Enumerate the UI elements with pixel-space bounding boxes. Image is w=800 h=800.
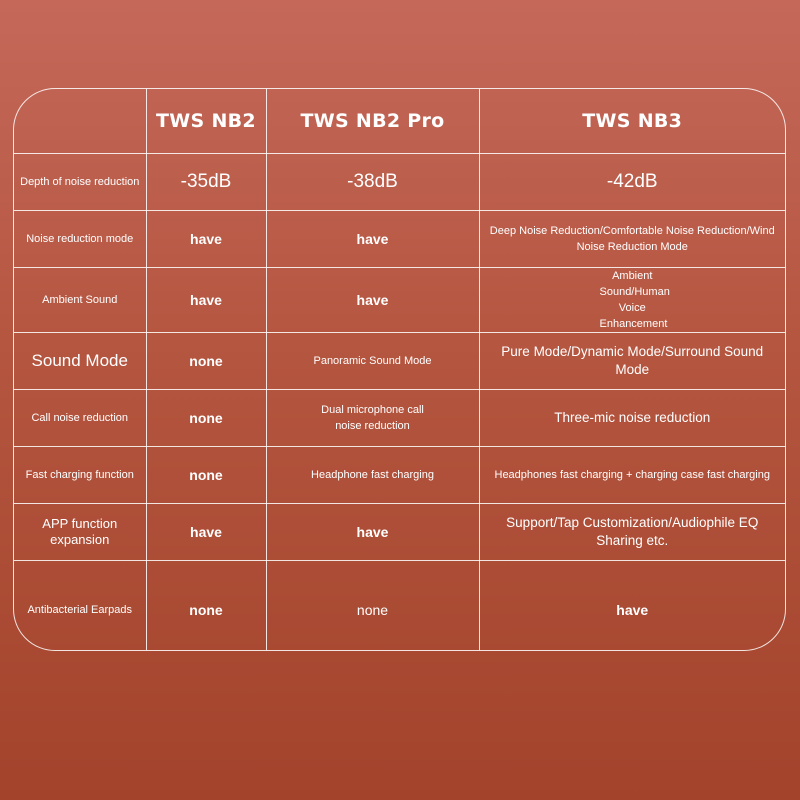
row-label: Fast charging function — [14, 446, 146, 503]
comparison-table — [13, 88, 786, 651]
header-tws-nb2: TWS NB2 — [146, 89, 266, 153]
cell-nb2: none — [146, 332, 266, 389]
table-row — [14, 332, 785, 389]
table-row — [14, 210, 785, 267]
cell-nb3: Headphones fast charging + charging case fast charging — [479, 446, 785, 503]
cell-nb3: Three-mic noise reduction — [479, 389, 785, 446]
cell-nb2: have — [146, 503, 266, 560]
row-label: Ambient Sound — [14, 267, 146, 332]
cell-nb2-pro: Panoramic Sound Mode — [266, 332, 479, 389]
row-label: Antibacterial Earpads — [14, 560, 146, 651]
cell-nb2: none — [146, 560, 266, 651]
table-row — [14, 267, 785, 332]
cell-nb2: none — [146, 446, 266, 503]
cell-nb2: -35dB — [146, 153, 266, 210]
row-label: Sound Mode — [14, 332, 146, 389]
table-row — [14, 153, 785, 210]
cell-nb2-pro: have — [266, 503, 479, 560]
header-row — [14, 89, 785, 153]
cell-nb2-pro: -38dB — [266, 153, 479, 210]
cell-nb3: have — [479, 560, 785, 651]
cell-nb2: have — [146, 267, 266, 332]
header-corner-cell — [14, 89, 146, 153]
row-label: APP function expansion — [14, 503, 146, 560]
cell-nb3: Support/Tap Customization/Audiophile EQ Sharing etc. — [479, 503, 785, 560]
cell-nb2-pro: none — [266, 560, 479, 651]
table-row — [14, 560, 785, 651]
cell-nb2: none — [146, 389, 266, 446]
cell-nb3: Pure Mode/Dynamic Mode/Surround Sound Mode — [479, 332, 785, 389]
cell-nb3: Ambient Sound/Human Voice Enhancement — [479, 267, 785, 332]
cell-nb3: -42dB — [479, 153, 785, 210]
cell-nb2-pro: have — [266, 267, 479, 332]
row-label: Noise reduction mode — [14, 210, 146, 267]
cell-nb2-pro: Headphone fast charging — [266, 446, 479, 503]
cell-nb2-pro: Dual microphone call noise reduction — [266, 389, 479, 446]
table-row — [14, 389, 785, 446]
cell-nb2: have — [146, 210, 266, 267]
row-label: Call noise reduction — [14, 389, 146, 446]
cell-nb2-pro: have — [266, 210, 479, 267]
table-row — [14, 503, 785, 560]
header-tws-nb2-pro: TWS NB2 Pro — [266, 89, 479, 153]
comparison-grid — [14, 89, 785, 651]
cell-nb3: Deep Noise Reduction/Comfortable Noise Reduction/Wind Noise Reduction Mode — [479, 210, 785, 267]
row-label: Depth of noise reduction — [14, 153, 146, 210]
header-tws-nb3: TWS NB3 — [479, 89, 785, 153]
table-row — [14, 446, 785, 503]
